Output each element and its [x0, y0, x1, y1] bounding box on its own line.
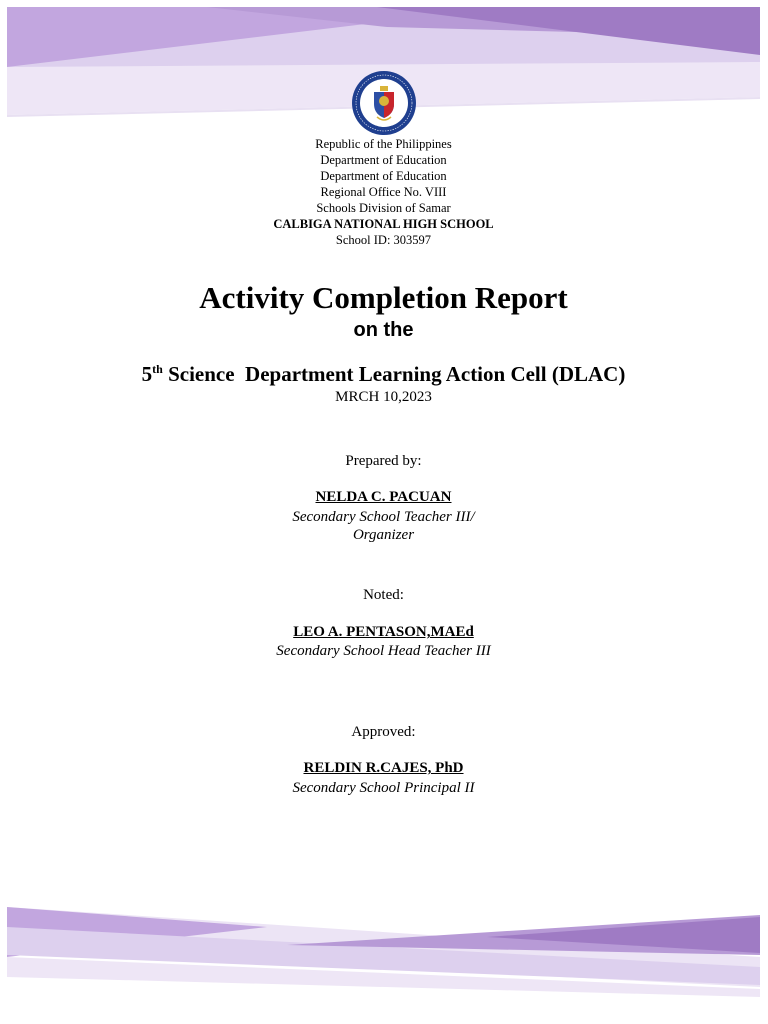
school-id: School ID: 303597: [335, 233, 432, 247]
preparer-role-line-2: Organizer: [352, 527, 415, 543]
event-name: [7, 362, 760, 387]
event-number: 5: [141, 362, 153, 386]
header-line-department-repeat: Department of Education: [320, 169, 447, 183]
document-page: [7, 7, 760, 1017]
prepared-by-label: Prepared by:: [345, 453, 422, 469]
event-ordinal-suffix: th: [152, 362, 163, 376]
event-date: MRCH 10,2023: [335, 389, 432, 405]
noter-role: Secondary School Head Teacher III: [276, 643, 491, 659]
preparer-role-line-1: Secondary School Teacher III/: [292, 509, 475, 525]
report-subtitle: on the: [353, 319, 414, 341]
header-line-division: Schools Division of Samar: [316, 201, 451, 215]
header-line-republic: Republic of the Philippines: [315, 137, 452, 151]
approved-label: Approved:: [351, 724, 416, 740]
header-line-department: Department of Education: [320, 153, 447, 167]
noted-label: Noted:: [363, 587, 404, 603]
approver-name: RELDIN R.CAJES, PhD: [303, 760, 464, 776]
noter-name: LEO A. PENTASON,MAEd: [293, 624, 474, 640]
preparer-name: NELDA C. PACUAN: [315, 489, 452, 505]
event-title: Science Department Learning Action Cell (DLAC): [162, 362, 626, 386]
bottom-decorative-band: [7, 897, 760, 1017]
header-line-regional-office: Regional Office No. VIII: [320, 185, 447, 199]
approver-role: Secondary School Principal II: [292, 780, 475, 796]
deped-seal-icon: [351, 70, 417, 136]
report-title: Activity Completion Report: [199, 280, 568, 315]
school-name: CALBIGA NATIONAL HIGH SCHOOL: [273, 217, 494, 231]
